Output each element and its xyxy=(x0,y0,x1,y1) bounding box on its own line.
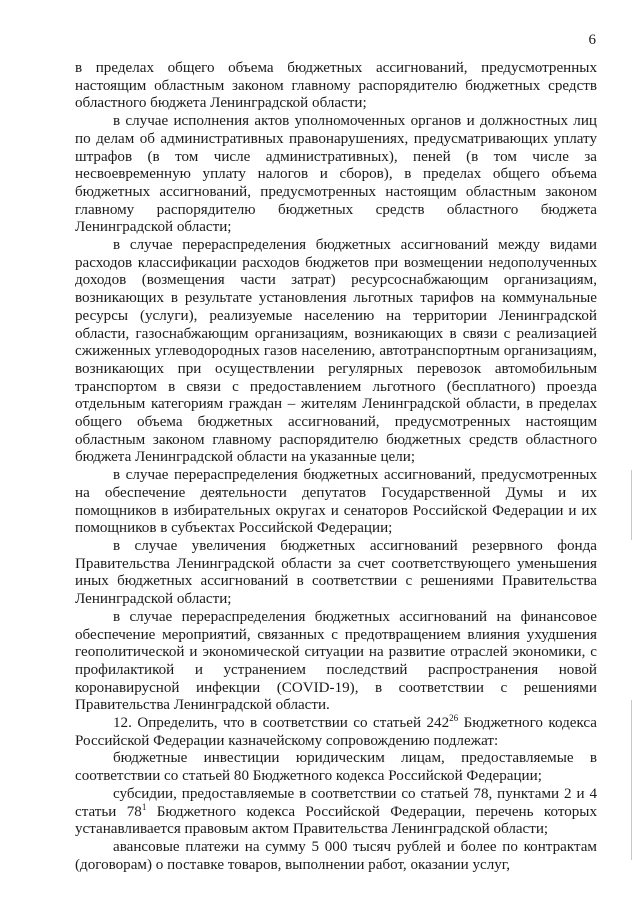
page-number: 6 xyxy=(588,32,596,48)
paragraph-advance-payments: авансовые платежи на сумму 5 000 тысяч рублей и более по контрактам (договорам) о поставке товаров, выполнении работ, оказании услуг, xyxy=(75,838,597,873)
paragraph-preferential-tariffs: в случае перераспределения бюджетных ассигнований между видами расходов классификации расходов бюджетов при возмещении недополученных доходов (возмещения части затрат) ресурсоснабжающим организациям, возникающих в результате установления льготных тарифов на коммунальные ресурсы (услуги), реализуемые населению на территории Ленинградской области, газоснабжающим организациям, возникающих в связи с реализацией сжиженных углеводородных газов населению, автотранспортным организациям, возникающих при осуществлении регулярных перевозок автомобильным транспортом в связи с предоставлением льготного (бесплатного) проезда отдельным категориям граждан – жителям Ленинградской области, в пределах общего объема бюджетных ассигнований, предусмотренных настоящим областным законом главному распорядителю бюджетных средств областного бюджета Ленинградской области на указанные цели; xyxy=(75,237,597,466)
paragraph-administrative-fines: в случае исполнения актов уполномоченных органов и должностных лиц по делам об административных правонарушениях, предусматривающих уплату штрафов (в том числе административных), пеней (в том числе за несвоевременную уплату налогов и сборов), в пределах общего объема бюджетных ассигнований, предусмотренных настоящим областным законом главному распорядителю бюджетных средств областного бюджета Ленинградской области; xyxy=(75,113,597,236)
item-12-text-end: Бюджетного кодекса Российской Федерации казначейскому сопровождению подлежат: xyxy=(75,715,597,749)
paragraph-reserve-fund: в случае увеличения бюджетных ассигнований резервного фонда Правительства Ленинградской области за счет соответствующего уменьшения иных бюджетных ассигнований в соответствии с решениями Правительства Ленинградской области; xyxy=(75,537,597,608)
scan-edge-mark xyxy=(631,470,632,540)
scan-edge-mark xyxy=(631,700,632,860)
subsidies-superscript: 1 xyxy=(141,801,147,812)
paragraph-duma-deputies: в случае перераспределения бюджетных ассигнований, предусмотренных на обеспечение деятельности депутатов Государственной Думы и их помощников в избирательных округах и сенаторов Российской Федерации и их помощников в субъектах Российской Федерации; xyxy=(75,467,597,537)
item-12-text-start: 12. Определить, что в соответствии со статьей 242 xyxy=(113,715,450,732)
subsidies-text-start: субсидии, предоставляемые в соответствии со статьей 78, пунктами 2 и 4 статьи 78 xyxy=(75,785,597,820)
paragraph-budget-investments: бюджетные инвестиции юридическим лицам, предоставляемые в соответствии со статьей 80 Бюджетного кодекса Российской Федерации; xyxy=(75,750,597,785)
paragraph-subsidies xyxy=(75,786,597,839)
subsidies-text-end: Бюджетного кодекса Российской Федерации, перечень которых устанавливается правовым актом Правительства Ленинградской области; xyxy=(75,803,597,838)
paragraph-budget-limits: в пределах общего объема бюджетных ассигнований, предусмотренных настоящим областным законом главному распорядителю бюджетных средств областного бюджета Ленинградской области; xyxy=(75,60,597,112)
document-body xyxy=(75,60,597,874)
paragraph-covid-measures: в случае перераспределения бюджетных ассигнований на финансовое обеспечение мероприятий, связанных с предотвращением влияния ухудшения геополитической и экономической ситуации на развитие отраслей экономики, с профилактикой и устранением последствий распространения новой коронавирусной инфекции (COVID-19), в соответствии с решениями Правительства Ленинградской области. xyxy=(75,608,597,714)
paragraph-item-12 xyxy=(75,715,597,750)
item-12-superscript: 26 xyxy=(449,713,459,724)
